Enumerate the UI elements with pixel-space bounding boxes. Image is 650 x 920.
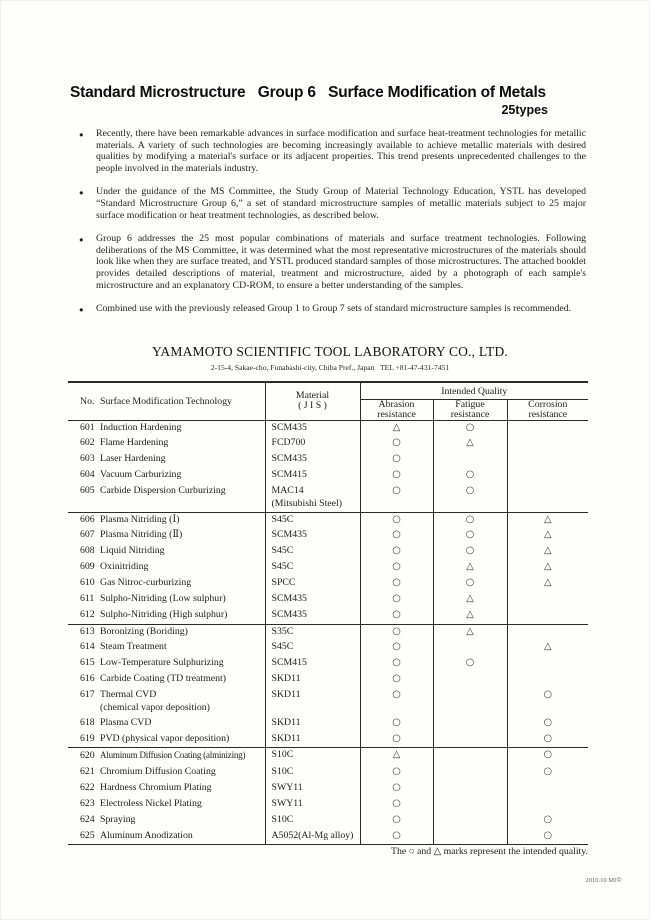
cell-technology — [68, 765, 265, 781]
material-name: SWY11 — [271, 797, 303, 809]
cell-corrosion — [507, 624, 588, 640]
cell-fatigue: ○ — [433, 656, 507, 672]
cell-abrasion: ○ — [360, 640, 433, 656]
bullet-text: Under the guidance of the MS Committee, the Study Group of Material Technology Education, YSTL has developed “Standard Microstructure Group 6,” a set of standard microstructure samples of metallic materials subject to 25 major surface modification or heat treatment technologies, as described below. — [96, 186, 586, 221]
row-number: 613 — [80, 625, 95, 637]
cell-abrasion: △ — [360, 748, 433, 765]
material-name: S45C — [271, 513, 294, 525]
table-row — [68, 781, 588, 797]
cell-technology — [68, 512, 265, 528]
technology-name: Aluminum Anodization — [100, 829, 193, 841]
technology-name: Carbide Coating (TD treatment) — [100, 673, 226, 685]
cell-corrosion — [507, 592, 588, 608]
table-row — [68, 512, 588, 528]
cell-technology — [68, 576, 265, 592]
material-name: SWY11 — [271, 781, 303, 793]
cell-material — [265, 452, 360, 468]
cell-fatigue: ○ — [433, 484, 507, 512]
technology-name: Low-Temperature Sulphurizing — [100, 657, 224, 669]
row-number: 603 — [80, 453, 95, 465]
cell-abrasion: ○ — [360, 452, 433, 468]
table-row — [68, 420, 588, 436]
cell-fatigue — [433, 781, 507, 797]
cell-material — [265, 560, 360, 576]
cell-fatigue: ○ — [433, 528, 507, 544]
header-corrosion-line2: resistance — [528, 408, 568, 420]
table-row — [68, 608, 588, 624]
cell-corrosion: ○ — [507, 813, 588, 829]
table-row — [68, 560, 588, 576]
types-count-badge: 25types — [501, 103, 548, 117]
cell-abrasion: ○ — [360, 672, 433, 688]
row-number: 618 — [80, 716, 95, 728]
bullet-icon: ● — [79, 305, 84, 315]
cell-abrasion: ○ — [360, 592, 433, 608]
cell-fatigue: ○ — [433, 420, 507, 436]
row-number: 612 — [80, 609, 95, 621]
cell-material — [265, 781, 360, 797]
material-name: S10C — [271, 749, 294, 761]
cell-abrasion: ○ — [360, 608, 433, 624]
technology-name: Plasma Nitriding (Ⅰ) — [100, 513, 180, 525]
company-name: YAMAMOTO SCIENTIFIC TOOL LABORATORY CO., LTD. — [151, 344, 509, 359]
technology-name: Induction Hardening — [100, 421, 182, 433]
table-header — [68, 382, 588, 420]
cell-corrosion — [507, 452, 588, 468]
cell-material — [265, 748, 360, 765]
header-material-line1: Material — [295, 389, 330, 401]
cell-corrosion: ○ — [507, 829, 588, 845]
cell-corrosion: △ — [507, 640, 588, 656]
header-fatigue — [433, 400, 507, 421]
material-name: A5052(Al-Mg alloy) — [271, 829, 354, 841]
cell-abrasion: ○ — [360, 813, 433, 829]
cell-fatigue — [433, 829, 507, 845]
cell-corrosion: ○ — [507, 716, 588, 732]
cell-material — [265, 716, 360, 732]
cell-corrosion — [507, 484, 588, 512]
technology-name: Liquid Nitriding — [100, 545, 165, 557]
cell-material — [265, 544, 360, 560]
cell-technology — [68, 672, 265, 688]
cell-abrasion: △ — [360, 420, 433, 436]
technology-name: Oxinitriding — [100, 561, 149, 573]
cell-technology — [68, 420, 265, 436]
cell-material — [265, 829, 360, 845]
cell-material — [265, 732, 360, 748]
cell-abrasion: ○ — [360, 797, 433, 813]
row-number: 616 — [80, 673, 95, 685]
header-fatigue-line2: resistance — [450, 408, 490, 420]
header-fatigue-line1: Fatigue — [455, 399, 485, 410]
header-technology — [68, 382, 265, 420]
cell-corrosion: △ — [507, 544, 588, 560]
company-address: 2-15-4, Sakae-cho, Funabashi-city, Chiba Pref., Japan TEL +81-47-431-7451 — [210, 363, 450, 372]
technology-name: Thermal CVD — [100, 689, 157, 701]
cell-corrosion: △ — [507, 512, 588, 528]
legend-footnote: The ○ and △ marks represent the intended quality. — [391, 846, 588, 857]
cell-technology — [68, 528, 265, 544]
cell-technology — [68, 468, 265, 484]
cell-technology — [68, 592, 265, 608]
cell-fatigue: △ — [433, 624, 507, 640]
cell-corrosion — [507, 797, 588, 813]
row-number: 605 — [80, 485, 95, 497]
table-row — [68, 576, 588, 592]
cell-corrosion: △ — [507, 576, 588, 592]
cell-fatigue: ○ — [433, 576, 507, 592]
bullet-paragraph — [79, 233, 586, 291]
header-abrasion-line1: Abrasion — [378, 399, 415, 410]
cell-abrasion: ○ — [360, 781, 433, 797]
cell-abrasion: ○ — [360, 765, 433, 781]
cell-abrasion: ○ — [360, 560, 433, 576]
cell-material — [265, 528, 360, 544]
cell-fatigue: △ — [433, 560, 507, 576]
cell-corrosion — [507, 468, 588, 484]
material-name: S45C — [271, 545, 294, 557]
technology-name: Gas Nitroc-curburizing — [100, 577, 192, 589]
bullet-paragraph — [79, 303, 586, 315]
cell-corrosion: ○ — [507, 688, 588, 716]
row-number: 619 — [80, 732, 95, 744]
cell-material — [265, 765, 360, 781]
cell-abrasion: ○ — [360, 484, 433, 512]
bullet-icon: ● — [79, 130, 84, 139]
cell-material — [265, 436, 360, 452]
row-number: 609 — [80, 561, 95, 573]
cell-material — [265, 608, 360, 624]
cell-abrasion: ○ — [360, 544, 433, 560]
table-row — [68, 748, 588, 765]
cell-technology — [68, 813, 265, 829]
cell-corrosion — [507, 781, 588, 797]
material-name: S45C — [271, 561, 294, 573]
table-row — [68, 688, 588, 716]
cell-technology — [68, 716, 265, 732]
cell-technology — [68, 608, 265, 624]
header-corrosion — [507, 400, 588, 421]
material-name: SKD11 — [271, 732, 301, 744]
row-number: 622 — [80, 781, 95, 793]
material-name: SKD11 — [271, 673, 301, 685]
cell-abrasion: ○ — [360, 528, 433, 544]
technology-name: Aluminum Diffusion Coating (alminizing) — [100, 750, 246, 761]
cell-material — [265, 813, 360, 829]
cell-corrosion — [507, 420, 588, 436]
row-number: 606 — [80, 513, 95, 525]
cell-fatigue — [433, 748, 507, 765]
header-abrasion-line2: resistance — [377, 408, 416, 420]
table-row — [68, 452, 588, 468]
cell-abrasion: ○ — [360, 468, 433, 484]
cell-fatigue — [433, 813, 507, 829]
row-number: 607 — [80, 529, 95, 541]
cell-material — [265, 797, 360, 813]
table-row — [68, 813, 588, 829]
header-technology-label: Surface Modification Technology — [100, 395, 232, 407]
bullet-text: Recently, there have been remarkable advances in surface modification and surface heat-treatment technologies for metallic materials. A variety of such technologies are becoming increasingly available to achieve metallic materials with desired qualities by modifying a material's surface or its adjacent properties. This trend presents unprecedented challenges to the people involved in the materials industry. — [96, 128, 586, 174]
cell-technology — [68, 797, 265, 813]
cell-corrosion — [507, 436, 588, 452]
table-row — [68, 640, 588, 656]
cell-fatigue — [433, 732, 507, 748]
technology-name: Carbide Dispersion Curburizing — [100, 485, 226, 497]
table-row — [68, 544, 588, 560]
technology-name: Flame Hardening — [100, 437, 169, 449]
material-name: SCM435 — [271, 453, 307, 465]
material-name: MAC14 — [271, 485, 304, 497]
cell-technology — [68, 829, 265, 845]
technology-name: Spraying — [100, 813, 136, 825]
cell-abrasion: ○ — [360, 656, 433, 672]
header-intended-quality: Intended Quality — [360, 382, 588, 400]
table-row — [68, 797, 588, 813]
cell-material — [265, 420, 360, 436]
row-number: 604 — [80, 469, 95, 481]
cell-fatigue: ○ — [433, 544, 507, 560]
cell-technology — [68, 624, 265, 640]
row-number: 620 — [80, 750, 95, 762]
cell-fatigue: ○ — [433, 512, 507, 528]
row-number: 623 — [80, 797, 95, 809]
row-number: 608 — [80, 545, 95, 557]
header-corrosion-line1: Corrosion — [528, 399, 568, 410]
row-number: 610 — [80, 577, 95, 589]
table-row — [68, 484, 588, 512]
cell-corrosion: ○ — [507, 732, 588, 748]
cell-material — [265, 672, 360, 688]
cell-corrosion: △ — [507, 560, 588, 576]
material-sub: (Mitsubishi Steel) — [271, 497, 342, 509]
table-row — [68, 436, 588, 452]
cell-technology — [68, 640, 265, 656]
technology-name: Boronizing (Boriding) — [100, 625, 188, 637]
technology-name: Hardness Chromium Plating — [100, 781, 212, 793]
material-name: S10C — [271, 813, 294, 825]
cell-fatigue: △ — [433, 608, 507, 624]
cell-abrasion: ○ — [360, 829, 433, 845]
table-row — [68, 528, 588, 544]
technology-name: Plasma Nitriding (Ⅱ) — [100, 529, 183, 541]
cell-technology — [68, 484, 265, 512]
technology-name: Laser Hardening — [100, 453, 166, 465]
bullet-paragraph — [79, 186, 586, 221]
cell-abrasion: ○ — [360, 512, 433, 528]
technology-name: Sulpho-Nitriding (High sulphur) — [100, 609, 228, 621]
cell-fatigue: △ — [433, 436, 507, 452]
material-name: S10C — [271, 765, 294, 777]
cell-corrosion — [507, 608, 588, 624]
technology-name: PVD (physical vapor deposition) — [100, 732, 230, 744]
cell-corrosion: ○ — [507, 748, 588, 765]
cell-technology — [68, 781, 265, 797]
cell-fatigue — [433, 688, 507, 716]
table-row — [68, 765, 588, 781]
cell-material — [265, 484, 360, 512]
table-row — [68, 829, 588, 845]
table-row — [68, 592, 588, 608]
specification-table — [68, 381, 588, 845]
material-name: SCM435 — [271, 421, 307, 433]
material-name: SCM435 — [271, 593, 307, 605]
row-number: 614 — [80, 641, 95, 653]
row-number: 615 — [80, 657, 95, 669]
cell-fatigue — [433, 716, 507, 732]
cell-fatigue — [433, 797, 507, 813]
intro-bullets — [79, 128, 586, 327]
cell-fatigue: △ — [433, 592, 507, 608]
table-row — [68, 624, 588, 640]
table-row — [68, 468, 588, 484]
bullet-paragraph — [79, 128, 586, 174]
row-number: 617 — [80, 689, 95, 701]
cell-abrasion: ○ — [360, 732, 433, 748]
table-row — [68, 716, 588, 732]
cell-material — [265, 512, 360, 528]
cell-fatigue — [433, 672, 507, 688]
table-row — [68, 656, 588, 672]
cell-abrasion: ○ — [360, 688, 433, 716]
header-material — [265, 382, 360, 420]
cell-material — [265, 624, 360, 640]
material-name: S35C — [271, 625, 294, 637]
bullet-icon: ● — [79, 188, 84, 198]
material-name: S45C — [271, 641, 294, 653]
cell-technology — [68, 656, 265, 672]
cell-technology — [68, 560, 265, 576]
technology-name: Chromium Diffusion Coating — [100, 765, 216, 777]
cell-corrosion: ○ — [507, 765, 588, 781]
cell-fatigue — [433, 640, 507, 656]
bullet-icon: ● — [79, 235, 84, 245]
cell-fatigue — [433, 452, 507, 468]
cell-corrosion: △ — [507, 528, 588, 544]
material-name: SCM435 — [271, 609, 307, 621]
row-number: 601 — [80, 421, 95, 433]
cell-material — [265, 656, 360, 672]
material-name: SPCC — [271, 577, 296, 589]
cell-fatigue: ○ — [433, 468, 507, 484]
cell-abrasion: ○ — [360, 436, 433, 452]
technology-name: Vacuum Carburizing — [100, 469, 182, 481]
row-number: 602 — [80, 437, 95, 449]
cell-technology — [68, 436, 265, 452]
cell-technology — [68, 732, 265, 748]
material-name: SKD11 — [271, 716, 301, 728]
row-number: 624 — [80, 813, 95, 825]
row-number: 625 — [80, 829, 95, 841]
header-abrasion — [360, 400, 433, 421]
cell-abrasion: ○ — [360, 576, 433, 592]
bullet-text: Group 6 addresses the 25 most popular combinations of materials and surface treatment technologies. Following deliberations of the MS Committee, it was determined what the most representative microstructures of the materials should look like when they are surface treated, and YSTL produced standard samples of those microstructures. The attached booklet provides detailed descriptions of material, treatment and microstructure, aided by a photograph of each sample's microstructure and an explanatory CD-ROM, to ensure a better understanding of the samples. — [96, 233, 586, 291]
table-body — [68, 420, 588, 845]
material-name: FCD700 — [271, 437, 306, 449]
technology-name: Sulpho-Nitriding (Low sulphur) — [100, 593, 226, 605]
cell-abrasion: ○ — [360, 716, 433, 732]
header-no: No. — [80, 395, 95, 407]
cell-corrosion — [507, 656, 588, 672]
row-number: 621 — [80, 765, 95, 777]
cell-corrosion — [507, 672, 588, 688]
cell-material — [265, 468, 360, 484]
cell-fatigue — [433, 765, 507, 781]
material-name: SCM435 — [271, 529, 307, 541]
cell-technology — [68, 544, 265, 560]
row-number: 611 — [80, 593, 95, 605]
technology-sub: (chemical vapor deposition) — [100, 701, 210, 713]
bullet-text: Combined use with the previously released Group 1 to Group 7 sets of standard microstructure samples is recommended. — [96, 303, 572, 315]
edition-mark: 2010.10 MI① — [585, 877, 622, 884]
material-name: SKD11 — [271, 689, 301, 701]
technology-name: Plasma CVD — [100, 716, 152, 728]
table-row — [68, 732, 588, 748]
cell-technology — [68, 688, 265, 716]
page-title: Standard Microstructure Group 6 Surface Modification of Metals — [70, 84, 546, 101]
technology-name: Electroless Nickel Plating — [100, 797, 202, 809]
cell-material — [265, 592, 360, 608]
cell-technology — [68, 748, 265, 765]
cell-technology — [68, 452, 265, 468]
technology-name: Steam Treatment — [100, 641, 167, 653]
table-row — [68, 672, 588, 688]
header-material-line2: ( J I S ) — [298, 400, 327, 412]
cell-material — [265, 688, 360, 716]
material-name: SCM415 — [271, 657, 307, 669]
material-name: SCM415 — [271, 469, 307, 481]
cell-material — [265, 576, 360, 592]
cell-material — [265, 640, 360, 656]
cell-abrasion: ○ — [360, 624, 433, 640]
